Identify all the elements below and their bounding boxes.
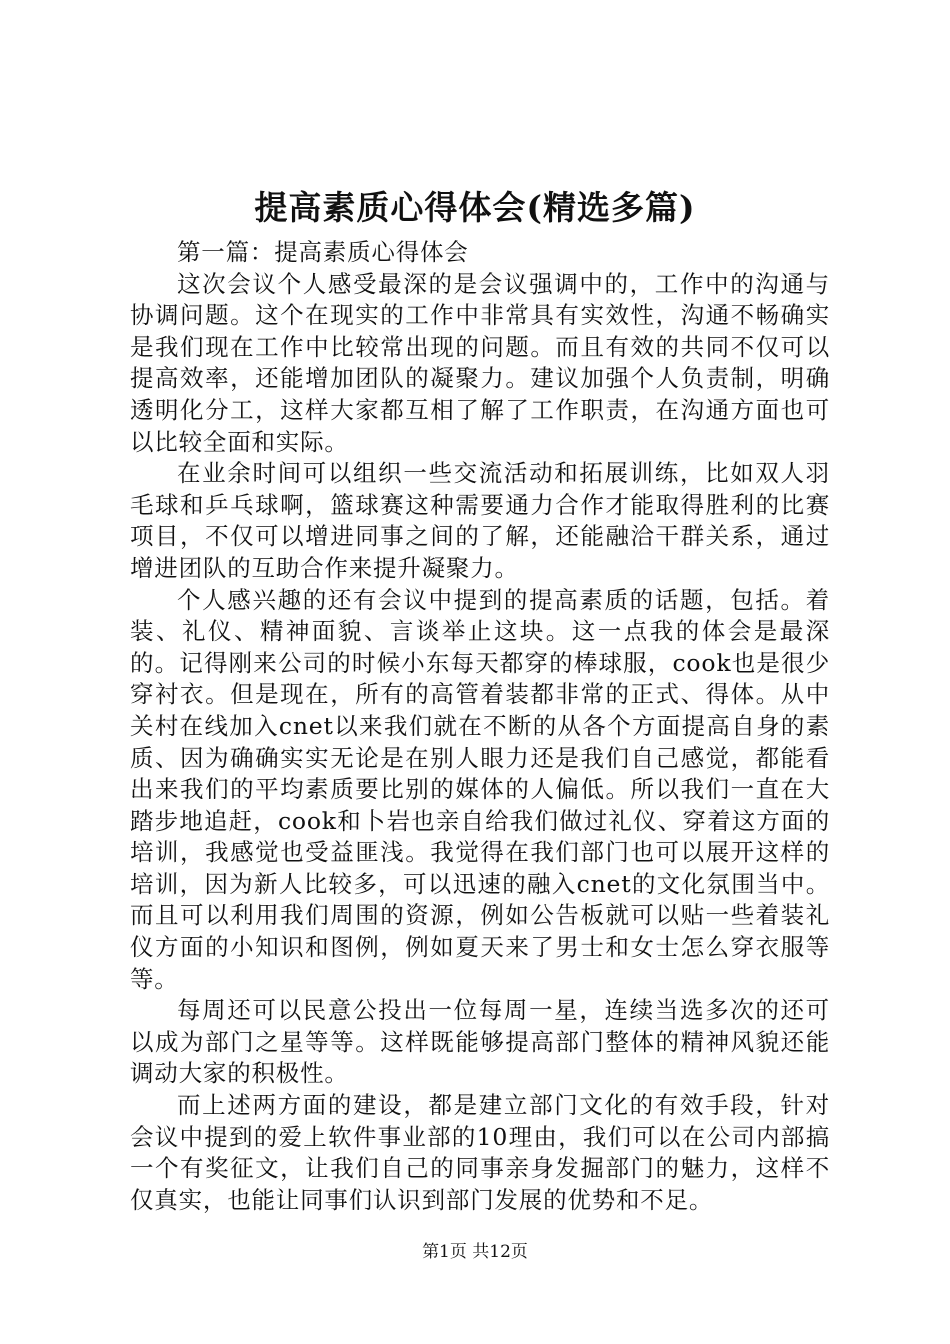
paragraph: 个人感兴趣的还有会议中提到的提高素质的话题，包括。着装、礼仪、精神面貌、言谈举止这块。这一点我的体会是最深的。记得刚来公司的时候小东每天都穿的棒球服，cook也是很少穿衬衣。但是现在，所有的高管着装都非常的正式、得体。从中关村在线加入cnet以来我们就在不断的从各个方面提高自身的素质、因为确确实实无论是在别人眼力还是我们自己感觉，都能看出来我们的平均素质要比别的媒体的人偏低。所以我们一直在大踏步地追赶，cook和卜岩也亲自给我们做过礼仪、穿着这方面的培训，我感觉也受益匪浅。我觉得在我们部门也可以展开这样的培训，因为新人比较多，可以迅速的融入cnet的文化氛围当中。而且可以利用我们周围的资源，例如公告板就可以贴一些着装礼仪方面的小知识和图例，例如夏天来了男士和女士怎么穿衣服等等。 [130, 585, 830, 993]
paragraph: 这次会议个人感受最深的是会议强调中的，工作中的沟通与协调问题。这个在现实的工作中非常具有实效性，沟通不畅确实是我们现在工作中比较常出现的问题。而且有效的共同不仅可以提高效率，还能增加团队的凝聚力。建议加强个人负责制，明确透明化分工，这样大家都互相了解了工作职责，在沟通方面也可以比较全面和实际。 [130, 269, 830, 456]
paragraph: 在业余时间可以组织一些交流活动和拓展训练，比如双人羽毛球和乒乓球啊，篮球赛这种需要通力合作才能取得胜利的比赛项目，不仅可以增进同事之间的了解，还能融洽干群关系，通过增进团队的互助合作来提升凝聚力。 [130, 459, 830, 582]
paragraph: 每周还可以民意公投出一位每周一星，连续当选多次的还可以成为部门之星等等。这样既能够提高部门整体的精神风貌还能调动大家的积极性。 [130, 996, 830, 1088]
document-title: 提高素质心得体会(精选多篇) [254, 188, 696, 227]
paragraph: 而上述两方面的建设，都是建立部门文化的有效手段，针对会议中提到的爱上软件事业部的10理由，我们可以在公司内部搞一个有奖征文，让我们自己的同事亲身发掘部门的魅力，这样不仅真实，也能让同事们认识到部门发展的优势和不足。 [130, 1091, 830, 1214]
document-body [130, 237, 830, 1216]
page-number-footer: 第1页 共12页 [422, 1242, 528, 1262]
section-heading: 第一篇：提高素质心得体会 [177, 238, 469, 266]
